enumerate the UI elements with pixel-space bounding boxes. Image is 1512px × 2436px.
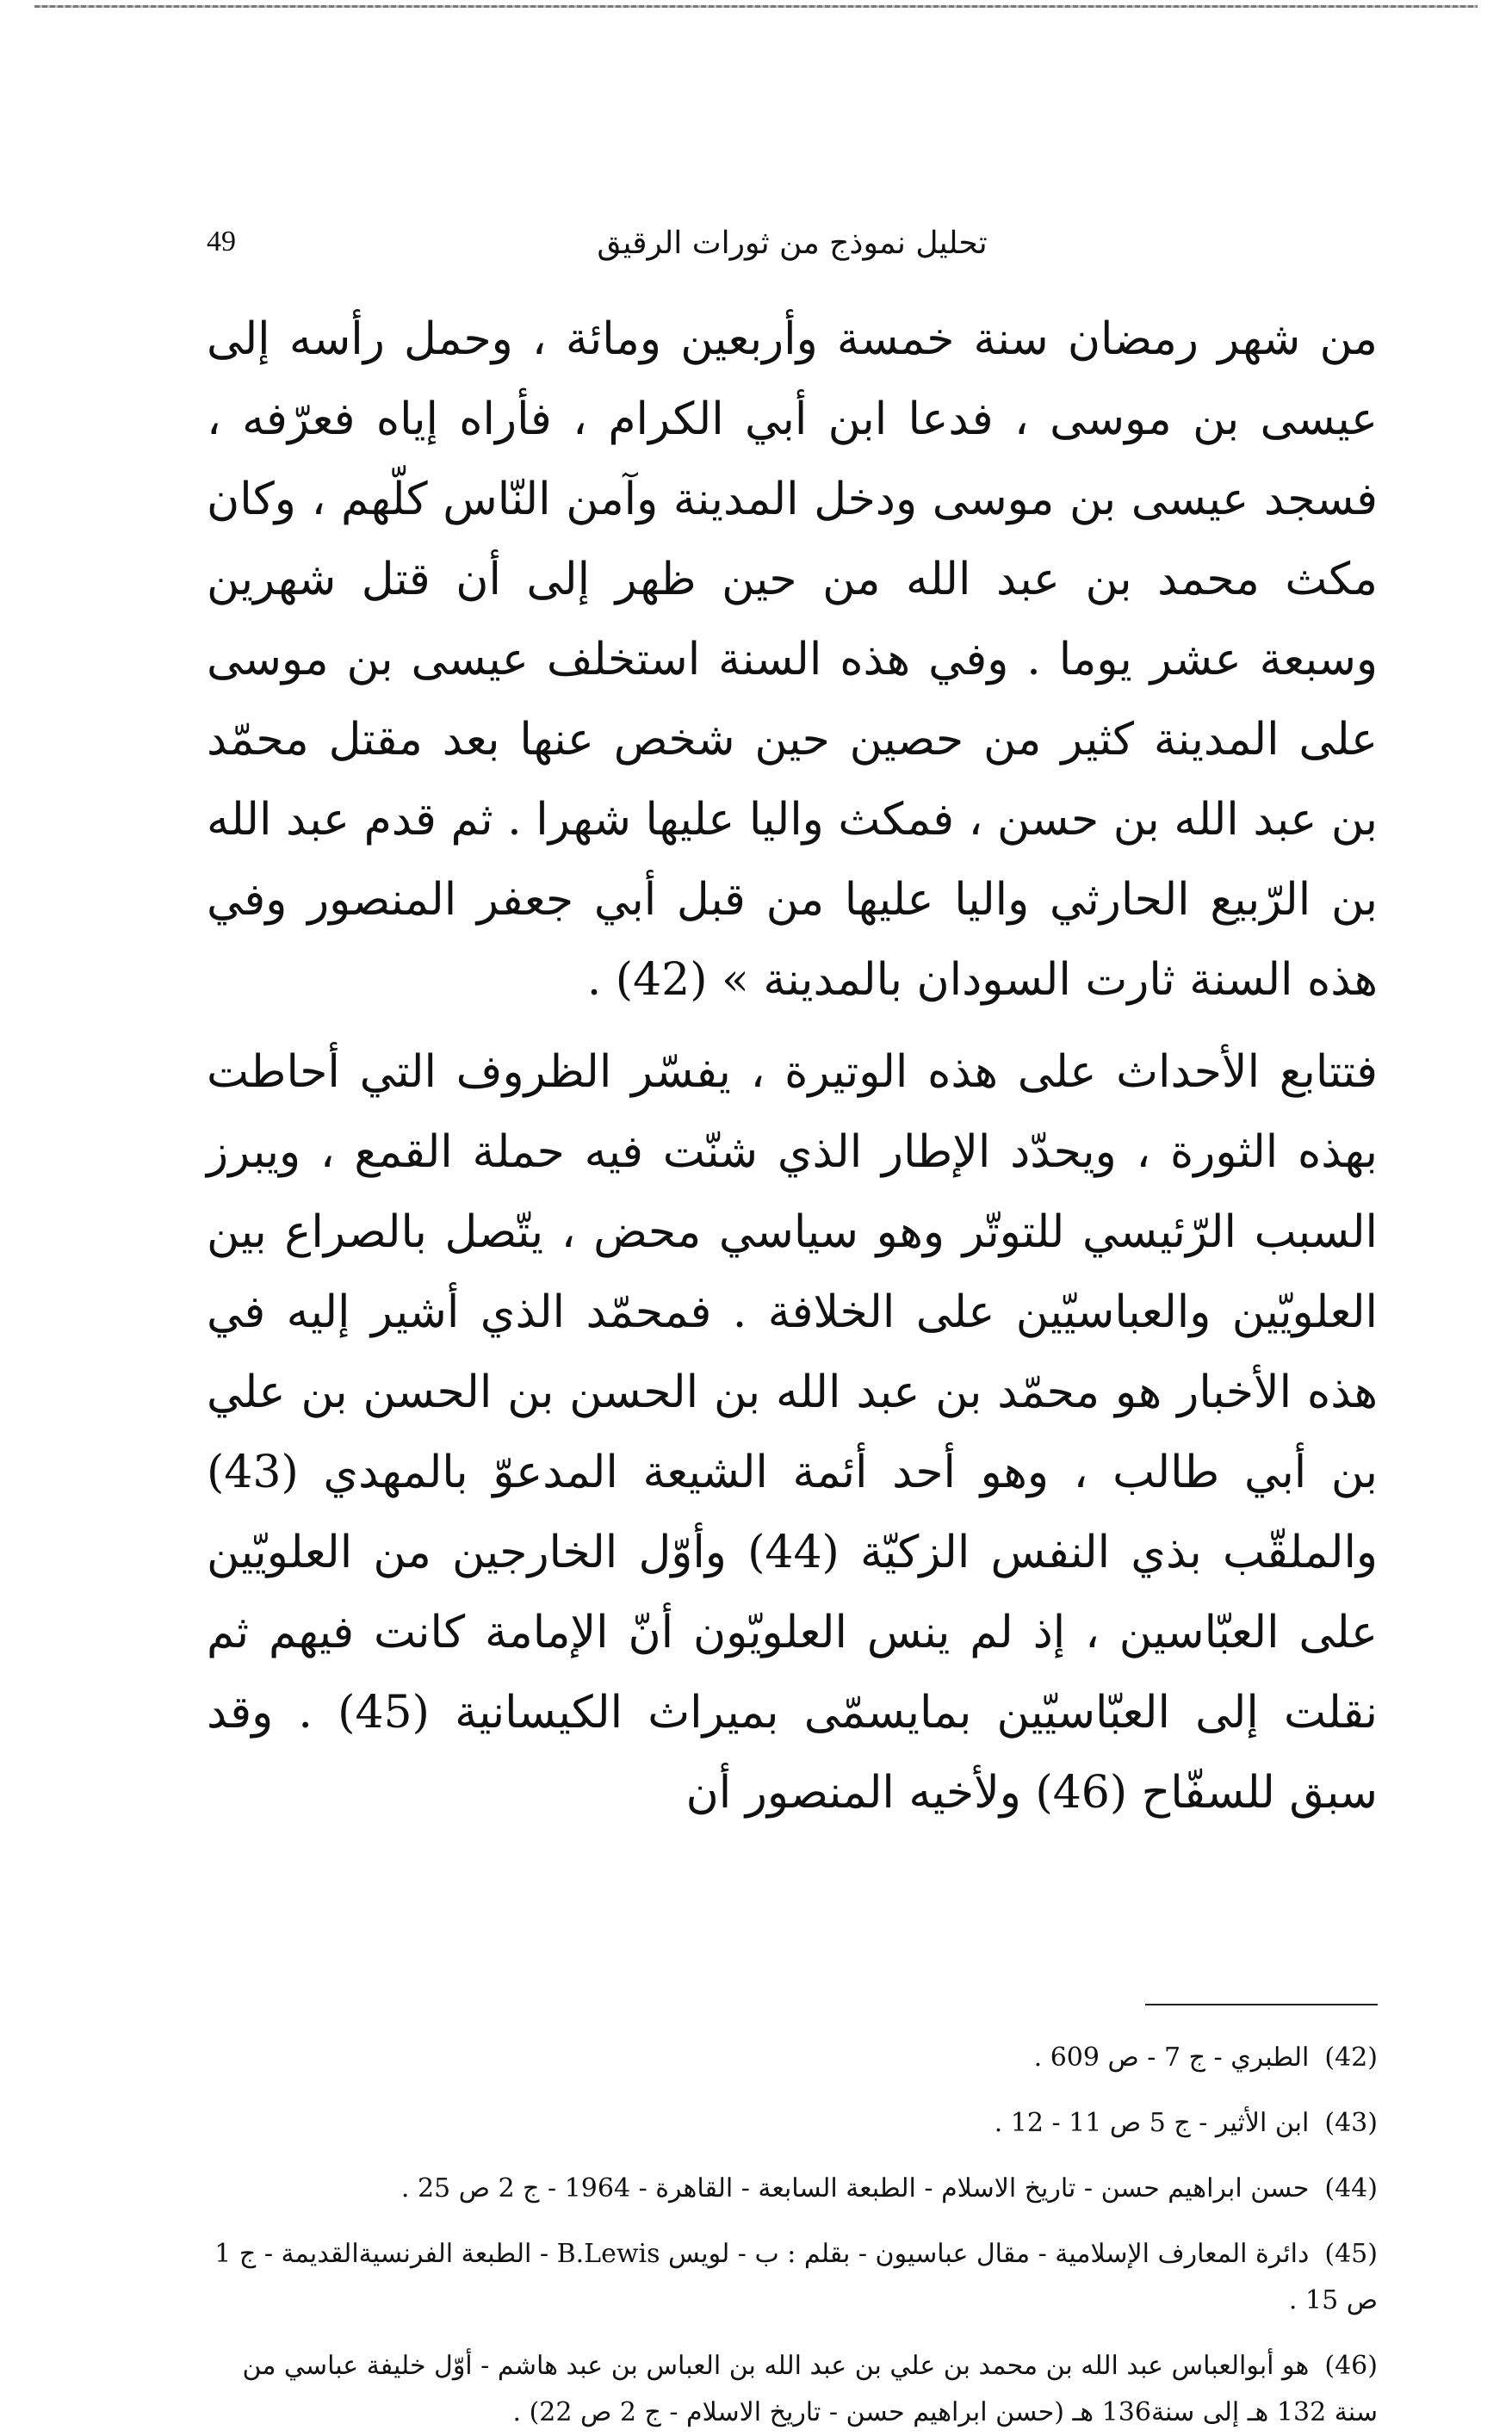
scan-top-edge-rule — [34, 5, 1478, 8]
book-page — [207, 215, 1379, 2427]
footnote-text: دائرة المعارف الإسلامية - مقال عباسيون - بقلم : ب - لويس B.Lewis - الطبعة الفرنسيةالقديمة - ج 1 ص 15 . — [214, 2239, 1378, 2315]
footnote-number: (45) — [1324, 2239, 1378, 2269]
footnote-44 — [207, 2166, 1378, 2212]
footnote-46 — [207, 2343, 1378, 2436]
main-text — [207, 300, 1378, 1833]
footnote-text: ابن الأثير - ج 5 ص 11 - 12 . — [994, 2108, 1310, 2138]
footnote-number: (42) — [1324, 2042, 1378, 2073]
paragraph-1: من شهر رمضان سنة خمسة وأربعين ومائة ، وحمل رأسه إلى عيسى بن موسى ، فدعا ابن أبي الكرام ، فأراه إياه فعرّفه ، فسجد عيسى بن موسى ودخل المدينة وآمن النّاس كلّهم ، وكان مكث محمد بن عبد الله من حين ظهر إلى أن قتل شهرين وسبعة عشر يوما . وفي هذه السنة استخلف عيسى بن موسى على المدينة كثير من حصين حين شخص عنها بعد مقتل محمّد بن عبد الله بن حسن ، فمكث واليا عليها شهرا . ثم قدم عبد الله بن الرّبيع الحارثي واليا عليها من قبل أبي جعفر المنصور وفي هذه السنة ثارت السودان بالمدينة » (42) . — [207, 313, 1379, 1006]
footnote-43 — [207, 2100, 1378, 2147]
footnote-text: حسن ابراهيم حسن - تاريخ الاسلام - الطبعة السابعة - القاهرة - 1964 - ج 2 ص 25 . — [400, 2173, 1310, 2204]
footnote-45 — [207, 2231, 1378, 2324]
footnote-number: (43) — [1324, 2108, 1378, 2138]
footnote-text: هو أبوالعباس عبد الله بن محمد بن علي بن عبد الله بن العباس بن عبد هاشم - أوّل خليفة عباسي من سنة 132 هـ إلى سنة136 هـ (حسن ابراهيم حسن - تاريخ الاسلام - ج 2 ص 22) . — [242, 2351, 1378, 2427]
footnote-42 — [207, 2035, 1378, 2081]
paragraph-2: فتتابع الأحداث على هذه الوتيرة ، يفسّر الظروف التي أحاطت بهذه الثورة ، ويحدّد الإطار الذي شنّت فيه حملة القمع ، ويبرز السبب الرّئيسي للتوتّر وهو سياسي محض ، يتّصل بالصراع بين العلويّين والعباسيّين على الخلافة . فمحمّد الذي أشير إليه في هذه الأخبار هو محمّد بن عبد الله بن الحسن بن الحسن بن علي بن أبي طالب ، وهو أحد أئمة الشيعة المدعوّ بالمهدي (43) والملقّب بذي النفس الزكيّة (44) وأوّل الخارجين من العلويّين على العبّاسين ، إذ لم ينس العلويّون أنّ الإمامة كانت فيهم ثم نقلت إلى العبّاسيّين بمايسمّى بميراث الكيسانية (45) . وقد سبق للسفّاح (46) ولأخيه المنصور أن — [207, 1046, 1378, 1819]
footnote-number: (46) — [1324, 2351, 1378, 2381]
page-number: 49 — [207, 226, 236, 257]
running-head — [207, 215, 1378, 276]
footnotes — [207, 2035, 1378, 2436]
footnote-number: (44) — [1324, 2173, 1378, 2204]
footnote-text: الطبري - ج 7 - ص 609 . — [1033, 2042, 1310, 2073]
running-title: تحليل نموذج من ثورات الرقيق — [597, 226, 988, 261]
footnote-separator — [1145, 2004, 1378, 2005]
